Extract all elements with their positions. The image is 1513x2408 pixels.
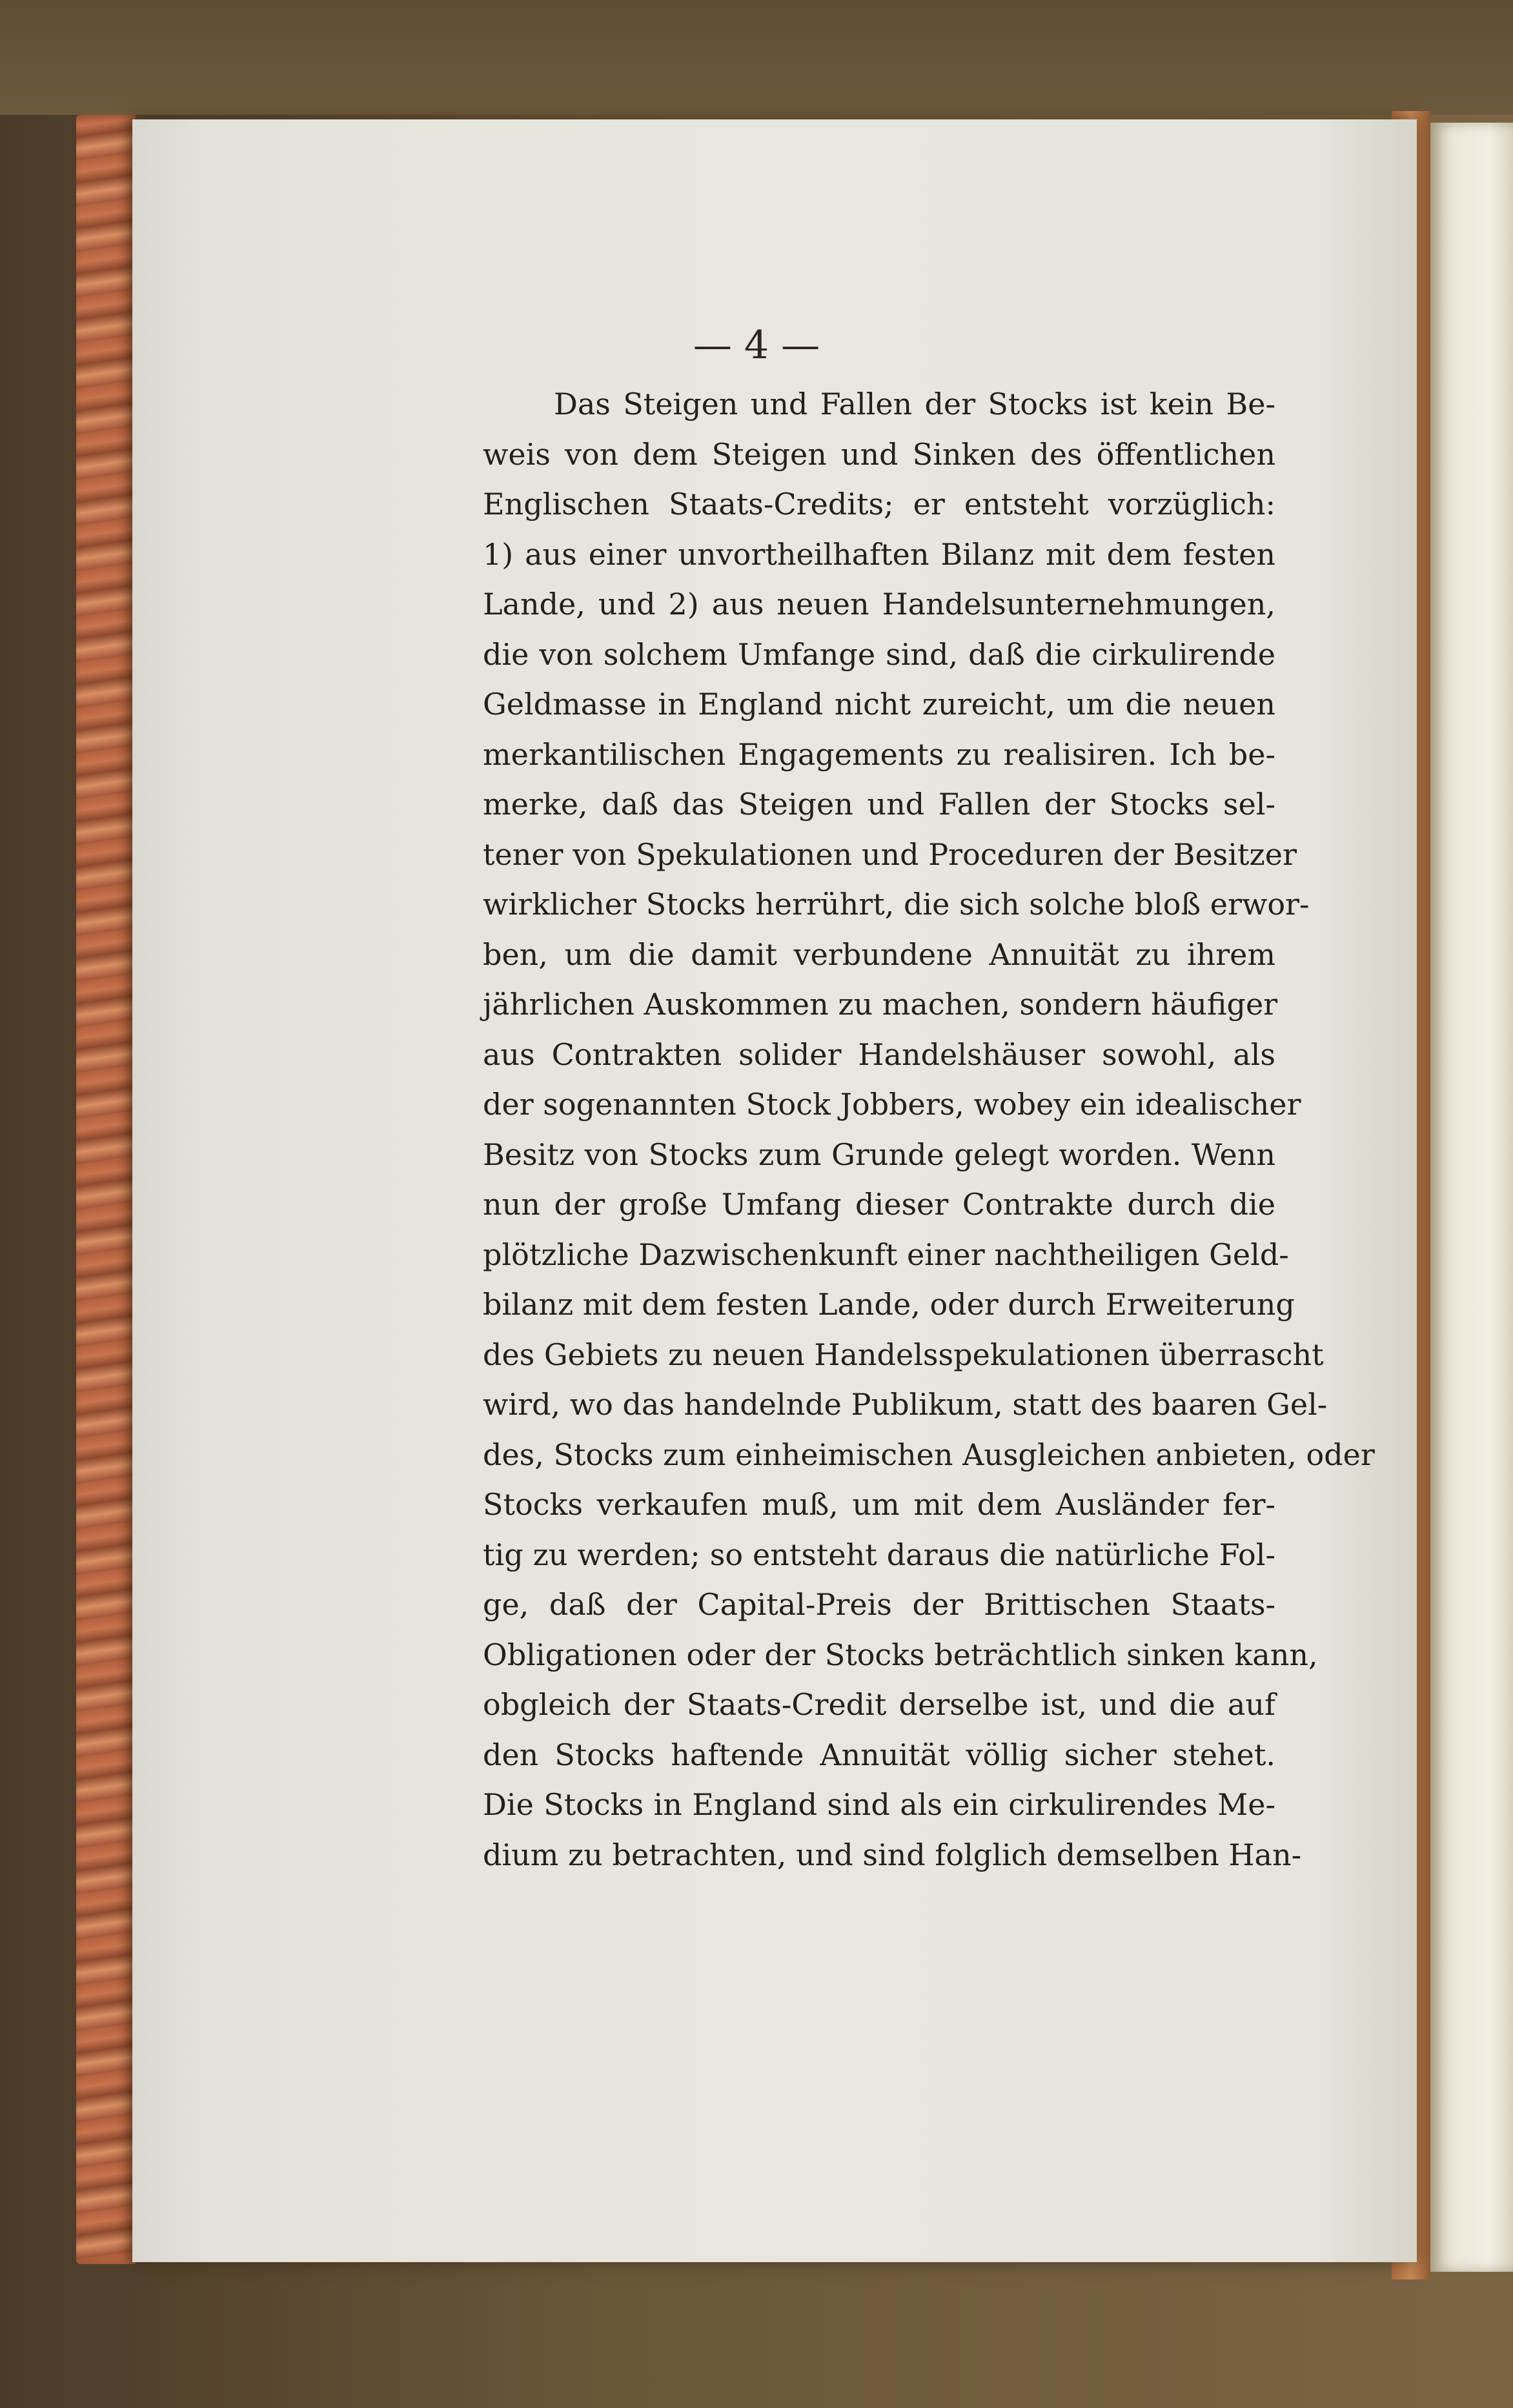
text-line: weis von dem Steigen und Sinken des öffentlichen — [483, 436, 1275, 472]
text-line: Obligationen oder der Stocks beträchtlich sinken kann, — [483, 1637, 1318, 1672]
text-line: der sogenannten Stock Jobbers, wobey ein idealischer — [483, 1087, 1301, 1122]
text-line: Besitz von Stocks zum Grunde gelegt worden. Wenn — [483, 1137, 1275, 1172]
text-line: tig zu werden; so entsteht daraus die natürliche Fol- — [483, 1537, 1275, 1572]
text-line: Englischen Staats-Credits; er entsteht vorzüglich: — [483, 487, 1275, 521]
text-line: ben, um die damit verbundene Annuität zu ihrem — [483, 936, 1275, 972]
text-line: bilanz mit dem festen Lande, oder durch Erweiterung — [483, 1287, 1295, 1322]
text-line: nun der große Umfang dieser Contrakte durch die — [483, 1187, 1275, 1222]
text-line: Stocks verkaufen muß, um mit dem Ausländer fer- — [483, 1487, 1275, 1522]
text-line: tener von Spekulationen und Proceduren der Besitzer — [483, 836, 1297, 872]
text-line: ge, daß der Capital-Preis der Brittischen Staats- — [483, 1587, 1275, 1622]
text-line: merkantilischen Engagements zu realisiren. Ich be- — [483, 736, 1275, 772]
text-line: obgleich der Staats-Credit derselbe ist, und die auf — [483, 1687, 1275, 1722]
text-line: dium zu betrachten, und sind folglich demselben Han- — [483, 1837, 1302, 1872]
text-line: aus Contrakten solider Handelshäuser sowohl, als — [483, 1037, 1275, 1072]
text-line: des, Stocks zum einheimischen Ausgleichen anbieten, oder — [483, 1437, 1375, 1472]
text-line: jährlichen Auskommen zu machen, sondern häufiger — [483, 987, 1278, 1022]
page-number: — 4 — — [693, 323, 820, 368]
background-surface — [0, 0, 1513, 115]
text-line: Geldmasse in England nicht zureicht, um die neuen — [483, 687, 1275, 722]
text-line: die von solchem Umfange sind, daß die cirkulirende — [483, 636, 1275, 672]
text-line: Die Stocks in England sind als ein cirkulirendes Me- — [483, 1787, 1275, 1822]
marbled-book-edge — [76, 115, 136, 2264]
text-line: den Stocks haftende Annuität völlig sicher stehet. — [483, 1737, 1275, 1772]
text-line: wird, wo das handelnde Publikum, statt des baaren Gel- — [483, 1387, 1328, 1422]
adjacent-page-stack — [1430, 123, 1513, 2272]
text-line: wirklicher Stocks herrührt, die sich solche bloß erwor- — [483, 887, 1310, 922]
text-line: Lande, und 2) aus neuen Handelsunternehmungen, — [483, 587, 1275, 622]
text-line: des Gebiets zu neuen Handelsspekulationen überrascht — [483, 1337, 1324, 1372]
text-line: merke, daß das Steigen und Fallen der Stocks sel- — [483, 787, 1275, 822]
text-line: plötzliche Dazwischenkunft einer nachtheiligen Geld- — [483, 1237, 1289, 1272]
text-line: Das Steigen und Fallen der Stocks ist kein Be- — [554, 387, 1275, 421]
text-line: 1) aus einer unvortheilhaften Bilanz mit dem festen — [483, 536, 1275, 572]
body-text — [483, 379, 1375, 1880]
